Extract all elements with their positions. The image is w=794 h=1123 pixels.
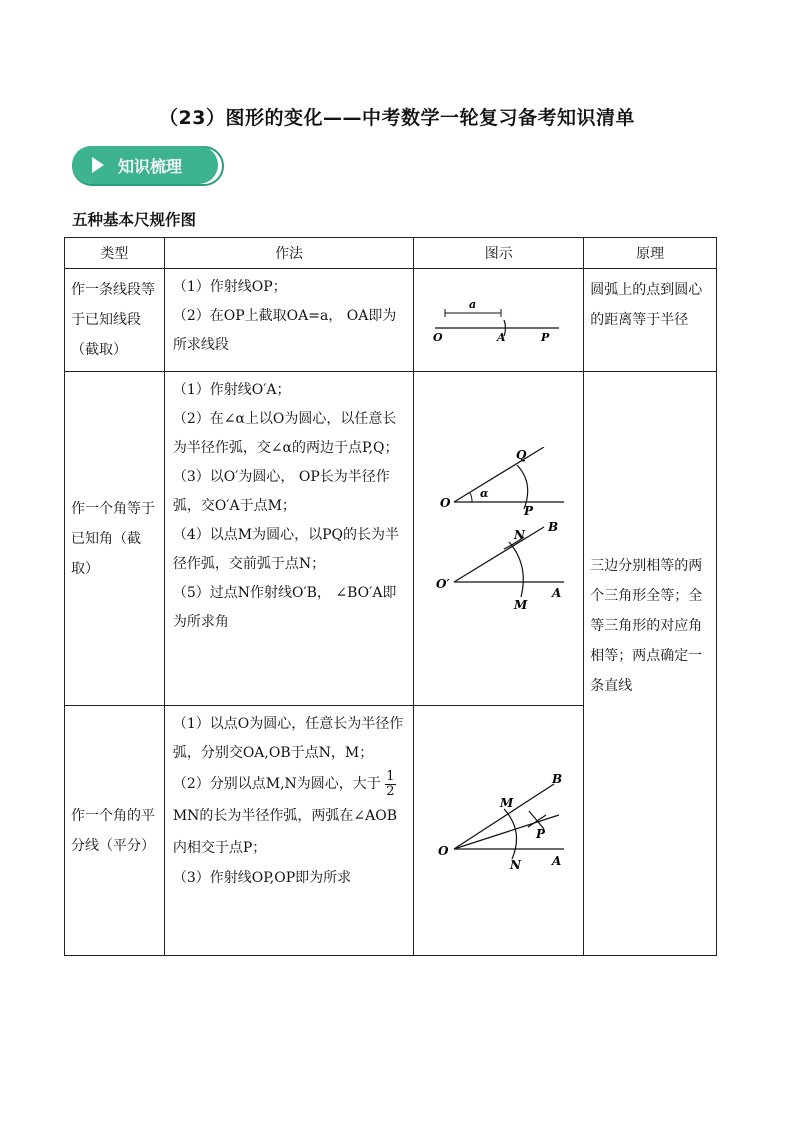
label-O-upper: O xyxy=(439,495,451,510)
row3-step-3: （3）作射线OP,OP即为所求 xyxy=(172,870,352,886)
table-header-row xyxy=(65,238,717,269)
label-B: B xyxy=(551,771,562,786)
shared-principle: 三边分别相等的两个三角形全等；全等三角形的对应角相等；两点确定一条直线 xyxy=(584,372,717,956)
header-principle: 原理 xyxy=(584,238,717,269)
label-Q: Q xyxy=(515,447,527,462)
label-P: P xyxy=(540,331,550,344)
label-M: M xyxy=(513,597,528,612)
header-method: 作法 xyxy=(164,238,413,269)
lower-arc xyxy=(509,542,523,597)
row1-figure xyxy=(414,269,584,372)
section-badge xyxy=(72,146,218,186)
row2-step-3: （3）以O′为圆心， OP长为半径作弧，交O′A于点M； xyxy=(172,469,390,514)
construction-table xyxy=(64,237,717,956)
table-row xyxy=(65,372,717,706)
row1-principle: 圆弧上的点到圆心的距离等于半径 xyxy=(584,269,717,372)
row2-step-1: （1）作射线O′A； xyxy=(172,382,291,398)
header-type: 类型 xyxy=(65,238,165,269)
label-O: O xyxy=(432,331,443,344)
label-M: M xyxy=(499,795,514,810)
row2-method xyxy=(164,372,413,706)
lower-side-ray xyxy=(454,527,544,582)
section-subtitle: 五种基本尺规作图 xyxy=(72,211,197,229)
row3-method xyxy=(164,706,413,956)
header-figure: 图示 xyxy=(414,238,584,269)
page-title: （23）图形的变化——中考数学一轮复习备考知识清单 xyxy=(159,107,635,129)
label-B: B xyxy=(547,519,558,534)
label-N: N xyxy=(509,857,521,872)
row3-step-1: （1）以点O为圆心，任意长为半径作弧，分别交OA,OB于点N，M； xyxy=(172,716,404,761)
label-A-lower: A xyxy=(551,585,562,600)
row2-step-2: （2）在∠α上以O为圆心，以任意长为半径作弧，交∠α的两边于点P,Q； xyxy=(172,411,399,456)
row1-step-2: （2）在OP上截取OA=a， OA即为所求线段 xyxy=(172,308,397,353)
row1-type: 作一条线段等于已知线段（截取） xyxy=(65,269,165,372)
segment-figure xyxy=(429,288,569,348)
table-row xyxy=(65,269,717,372)
row1-step-1: （1）作射线OP； xyxy=(172,279,287,295)
label-P: P xyxy=(535,826,545,841)
row2-step-4: （4）以点M为圆心，以PQ的长为半径作弧，交前弧于点N； xyxy=(172,527,399,572)
label-A: A xyxy=(551,853,562,868)
row2-step-5: （5）过点N作射线O′B， ∠BO′A即为所求角 xyxy=(172,585,397,630)
play-icon xyxy=(92,157,104,173)
label-a: a xyxy=(468,298,476,311)
label-P-upper: P xyxy=(523,503,533,518)
label-A: A xyxy=(496,331,506,344)
row3-step-2: （2）分别以点M,N为圆心，大于 $\frac{1}{2}$ MN的长为半径作弧，两弧在∠AOB内相交于点P； xyxy=(172,768,398,856)
row3-type: 作一个角的平分线（平分） xyxy=(65,706,165,956)
label-O-prime: O′ xyxy=(435,576,450,591)
label-alpha: α xyxy=(479,486,489,500)
fraction-half: $\frac{1}{2}$ xyxy=(386,768,395,799)
row2-type: 作一个角等于已知角（截取） xyxy=(65,372,165,706)
label-N: N xyxy=(513,527,525,542)
bisector-figure xyxy=(424,769,574,889)
bisector-arc xyxy=(504,809,517,859)
row1-method xyxy=(164,269,413,372)
label-O: O xyxy=(437,843,449,858)
copy-angle-figure xyxy=(424,447,574,627)
row2-figure xyxy=(414,372,584,706)
row3-figure xyxy=(414,706,584,956)
badge-label: 知识梳理 xyxy=(118,157,183,176)
upper-side-ray xyxy=(454,447,544,502)
